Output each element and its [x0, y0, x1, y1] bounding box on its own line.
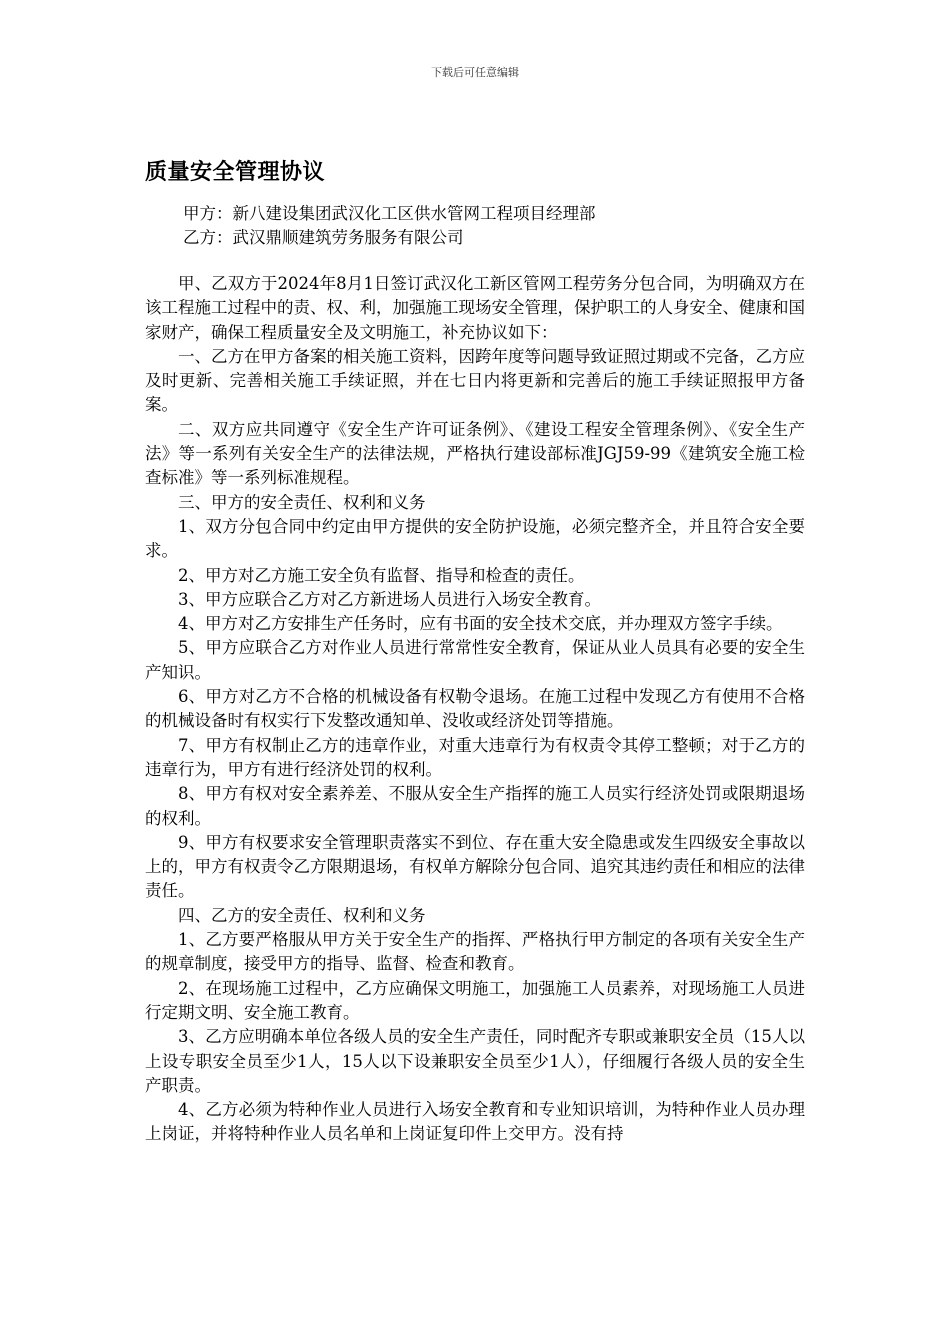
paragraph: 一、乙方在甲方备案的相关施工资料，因跨年度等问题导致证照过期或不完备，乙方应及时更新、完善相关施工手续证照，并在七日内将更新和完善后的施工手续证照报甲方备案。 [145, 346, 805, 415]
party-a-line: 甲方：新八建设集团武汉化工区供水管网工程项目经理部 [183, 204, 596, 223]
page-header-note: 下载后可任意编辑 [431, 66, 519, 79]
paragraph: 甲、乙双方于2024年8月1日签订武汉化工新区管网工程劳务分包合同，为明确双方在该工程施工过程中的责、权、利，加强施工现场安全管理，保护职工的人身安全、健康和国家财产，确保工程质量安全及文明施工，补充协议如下： [145, 274, 805, 342]
section-heading: 三、甲方的安全责任、权利和义务 [178, 492, 426, 512]
section-heading: 四、乙方的安全责任、权利和义务 [178, 905, 426, 925]
paragraph: 4、乙方必须为特种作业人员进行入场安全教育和专业知识培训，为特种作业人员办理上岗证，并将特种作业人员名单和上岗证复印件上交甲方。没有持 [145, 1100, 805, 1144]
paragraph: 6、甲方对乙方不合格的机械设备有权勒令退场。在施工过程中发现乙方有使用不合格的机械设备时有权实行下发整改通知单、没收或经济处罚等措施。 [145, 687, 805, 731]
paragraph: 1、双方分包合同中约定由甲方提供的安全防护设施，必须完整齐全，并且符合安全要求。 [145, 516, 805, 561]
paragraph: 7、甲方有权制止乙方的违章作业，对重大违章行为有权责令其停工整顿；对于乙方的违章行为，甲方有进行经济处罚的权利。 [145, 735, 805, 779]
paragraph: 2、在现场施工过程中，乙方应确保文明施工，加强施工人员素养，对现场施工人员进行定期文明、安全施工教育。 [145, 978, 805, 1022]
document-title: 质量安全管理协议 [145, 160, 326, 185]
document-body [145, 272, 805, 1147]
party-b-line: 乙方：武汉鼎顺建筑劳务服务有限公司 [183, 228, 464, 247]
paragraph: 3、甲方应联合乙方对乙方新进场人员进行入场安全教育。 [178, 589, 601, 609]
paragraph: 8、甲方有权对安全素养差、不服从安全生产指挥的施工人员实行经济处罚或限期退场的权利。 [145, 784, 805, 828]
paragraph: 9、甲方有权要求安全管理职责落实不到位、存在重大安全隐患或发生四级安全事故以上的，甲方有权责令乙方限期退场，有权单方解除分包合同、追究其违约责任和相应的法律责任。 [145, 832, 805, 901]
paragraph: 2、甲方对乙方施工安全负有监督、指导和检查的责任。 [178, 565, 585, 585]
paragraph: 1、乙方要严格服从甲方关于安全生产的指挥、严格执行甲方制定的各项有关安全生产的规章制度，接受甲方的指导、监督、检查和教育。 [145, 930, 805, 974]
paragraph: 4、甲方对乙方安排生产任务时，应有书面的安全技术交底，并办理双方签字手续。 [178, 614, 783, 634]
paragraph: 二、双方应共同遵守《安全生产许可证条例》、《建设工程安全管理条例》、《安全生产法》等一系列有关安全生产的法律法规，严格执行建设部标准JGJ59-99《建筑安全施工检查标准》等一系列标准规程。 [145, 419, 805, 488]
paragraph: 3、乙方应明确本单位各级人员的安全生产责任，同时配齐专职或兼职安全员（15人以上设专职安全员至少1人，15人以下设兼职安全员至少1人），仔细履行各级人员的安全生产职责。 [145, 1027, 805, 1095]
paragraph: 5、甲方应联合乙方对作业人员进行常常性安全教育，保证从业人员具有必要的安全生产知识。 [145, 638, 805, 682]
